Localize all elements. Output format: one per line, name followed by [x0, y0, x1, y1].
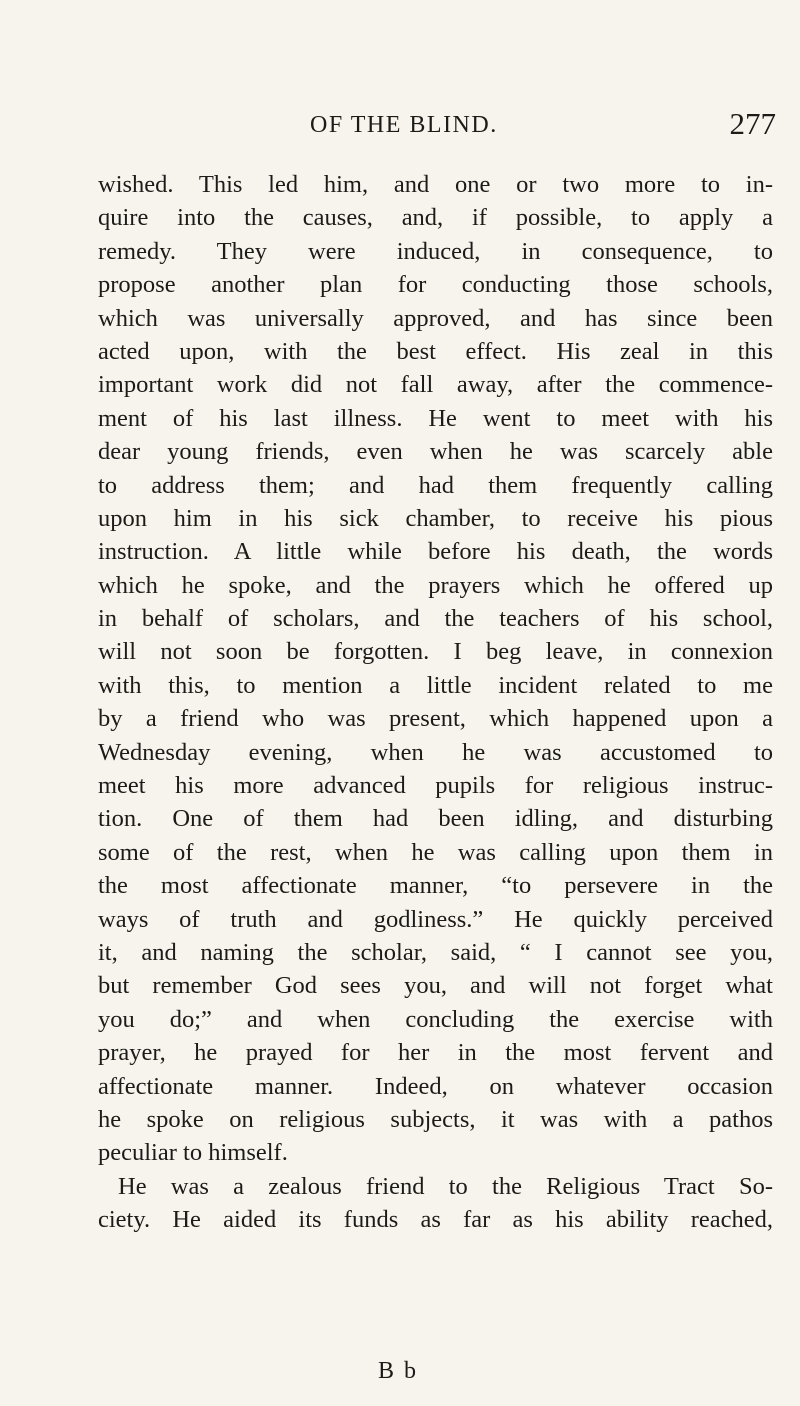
running-head: OF THE BLIND. [310, 112, 498, 138]
text-line: ment of his last illness. He went to meet with his [98, 404, 773, 432]
text-line: to address them; and had them frequently calling [98, 471, 773, 499]
text-line: ciety. He aided its funds as far as his ability reached, [98, 1206, 773, 1234]
text-line: remedy. They were induced, in consequence, to [98, 237, 773, 265]
text-line: tion. One of them had been idling, and disturbing [98, 805, 773, 833]
text-line: but remember God sees you, and will not forget what [98, 972, 773, 1000]
text-line: you do;” and when concluding the exercise with [98, 1005, 773, 1033]
text-line: ways of truth and godliness.” He quickly perceived [98, 905, 773, 933]
paragraph-end-line: peculiar to himself. [98, 1139, 288, 1167]
text-line: propose another plan for conducting those schools, [98, 271, 773, 299]
text-line: with this, to mention a little incident related to me [98, 671, 773, 699]
signature-mark: B b [378, 1358, 419, 1384]
text-line: affectionate manner. Indeed, on whatever occasion [98, 1072, 773, 1100]
text-line: quire into the causes, and, if possible, to apply a [98, 204, 773, 232]
text-line: which was universally approved, and has since been [98, 304, 773, 332]
text-line: wished. This led him, and one or two more to in- [98, 171, 773, 198]
text-line: in behalf of scholars, and the teachers of his school, [98, 605, 773, 633]
text-line: the most affectionate manner, “to persevere in the [98, 872, 773, 900]
body-text [98, 168, 773, 1237]
text-line: by a friend who was present, which happened upon a [98, 705, 773, 733]
text-line: he spoke on religious subjects, it was with a pathos [98, 1105, 773, 1133]
text-line: some of the rest, when he was calling upon them in [98, 838, 773, 866]
text-line: acted upon, with the best effect. His zeal in this [98, 337, 773, 365]
text-line: prayer, he prayed for her in the most fervent and [98, 1039, 773, 1067]
text-line: dear young friends, even when he was scarcely able [98, 438, 773, 466]
text-line: upon him in his sick chamber, to receive his pious [98, 504, 773, 532]
page-number: 277 [729, 106, 776, 141]
text-line: will not soon be forgotten. I beg leave, in connexion [98, 638, 773, 666]
text-line: it, and naming the scholar, said, “ I cannot see you, [98, 938, 773, 966]
text-line: Wednesday evening, when he was accustomed to [98, 738, 773, 766]
text-line: important work did not fall away, after the commence- [98, 371, 773, 399]
text-line: meet his more advanced pupils for religious instruc- [98, 772, 773, 800]
text-line: which he spoke, and the prayers which he offered up [98, 571, 773, 599]
paragraph-start-line: He was a zealous friend to the Religious Tract So- [118, 1172, 773, 1200]
text-line: instruction. A little while before his death, the words [98, 538, 773, 566]
